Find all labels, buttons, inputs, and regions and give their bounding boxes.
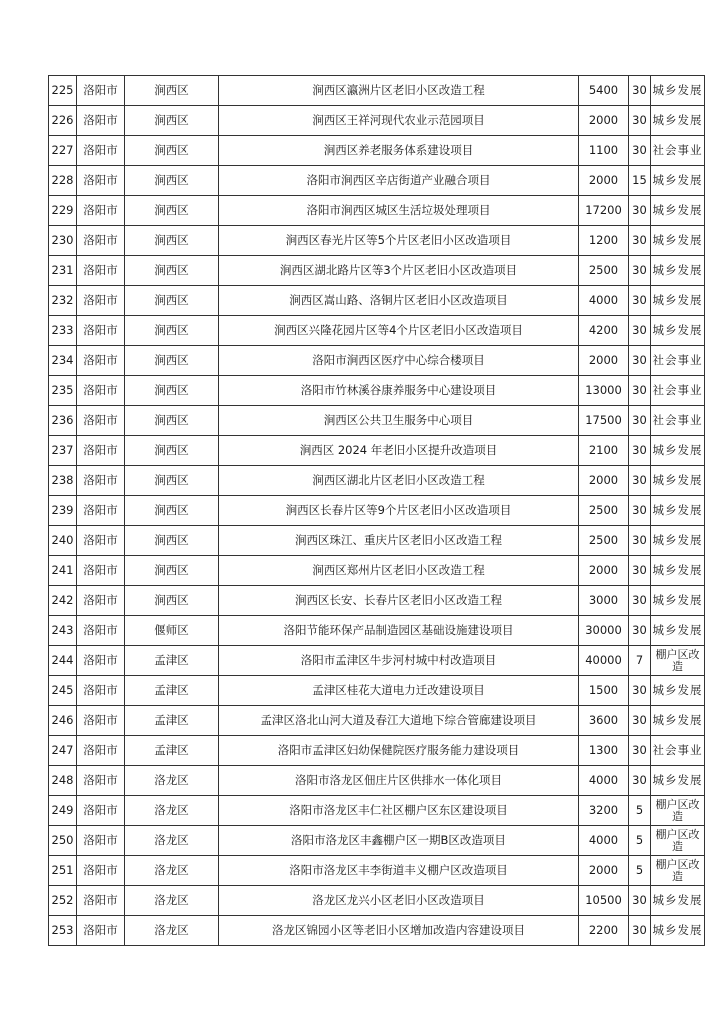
district-cell: 涧西区	[125, 376, 219, 406]
table-row	[49, 916, 705, 946]
years-cell: 30	[629, 586, 651, 616]
project-name-cell: 洛阳市涧西区辛店街道产业融合项目	[219, 166, 579, 196]
category-cell: 棚户区改造	[651, 646, 705, 676]
category-cell: 城乡发展	[651, 76, 705, 106]
district-cell: 涧西区	[125, 466, 219, 496]
category-cell: 棚户区改造	[651, 856, 705, 886]
amount-cell: 2500	[579, 256, 629, 286]
district-cell: 涧西区	[125, 166, 219, 196]
category-cell: 城乡发展	[651, 106, 705, 136]
project-name-cell: 洛龙区龙兴小区老旧小区改造项目	[219, 886, 579, 916]
amount-cell: 3000	[579, 586, 629, 616]
project-name-cell: 洛阳市洛龙区丰仁社区棚户区东区建设项目	[219, 796, 579, 826]
district-cell: 洛龙区	[125, 826, 219, 856]
years-cell: 5	[629, 856, 651, 886]
table-row	[49, 646, 705, 676]
district-cell: 洛龙区	[125, 796, 219, 826]
district-cell: 涧西区	[125, 496, 219, 526]
project-name-cell: 涧西区养老服务体系建设项目	[219, 136, 579, 166]
city-cell: 洛阳市	[77, 166, 125, 196]
table-body	[49, 76, 705, 946]
years-cell: 30	[629, 556, 651, 586]
district-cell: 涧西区	[125, 316, 219, 346]
project-name-cell: 涧西区长安、长春片区老旧小区改造工程	[219, 586, 579, 616]
city-cell: 洛阳市	[77, 856, 125, 886]
district-cell: 涧西区	[125, 406, 219, 436]
table-row	[49, 226, 705, 256]
city-cell: 洛阳市	[77, 196, 125, 226]
city-cell: 洛阳市	[77, 646, 125, 676]
project-name-cell: 洛阳市洛龙区丰鑫棚户区一期B区改造项目	[219, 826, 579, 856]
project-name-cell: 涧西区湖北片区老旧小区改造工程	[219, 466, 579, 496]
row-number: 251	[49, 856, 77, 886]
district-cell: 涧西区	[125, 256, 219, 286]
years-cell: 30	[629, 706, 651, 736]
row-number: 253	[49, 916, 77, 946]
city-cell: 洛阳市	[77, 796, 125, 826]
table-row	[49, 406, 705, 436]
city-cell: 洛阳市	[77, 286, 125, 316]
amount-cell: 1300	[579, 736, 629, 766]
table-row	[49, 526, 705, 556]
row-number: 233	[49, 316, 77, 346]
category-cell: 城乡发展	[651, 316, 705, 346]
category-cell: 城乡发展	[651, 556, 705, 586]
category-cell: 城乡发展	[651, 526, 705, 556]
row-number: 252	[49, 886, 77, 916]
row-number: 237	[49, 436, 77, 466]
table-row	[49, 556, 705, 586]
district-cell: 涧西区	[125, 286, 219, 316]
table-row	[49, 286, 705, 316]
project-name-cell: 涧西区长春片区等9个片区老旧小区改造项目	[219, 496, 579, 526]
project-name-cell: 孟津区洛北山河大道及春江大道地下综合管廊建设项目	[219, 706, 579, 736]
project-name-cell: 涧西区珠江、重庆片区老旧小区改造工程	[219, 526, 579, 556]
category-cell: 城乡发展	[651, 616, 705, 646]
amount-cell: 4000	[579, 286, 629, 316]
row-number: 246	[49, 706, 77, 736]
amount-cell: 1500	[579, 676, 629, 706]
category-cell: 棚户区改造	[651, 826, 705, 856]
project-name-cell: 涧西区兴隆花园片区等4个片区老旧小区改造项目	[219, 316, 579, 346]
category-cell: 城乡发展	[651, 676, 705, 706]
district-cell: 偃师区	[125, 616, 219, 646]
years-cell: 30	[629, 616, 651, 646]
years-cell: 30	[629, 106, 651, 136]
project-name-cell: 洛阳市洛龙区丰李街道丰义棚户区改造项目	[219, 856, 579, 886]
district-cell: 涧西区	[125, 136, 219, 166]
amount-cell: 3200	[579, 796, 629, 826]
table-row	[49, 256, 705, 286]
row-number: 232	[49, 286, 77, 316]
city-cell: 洛阳市	[77, 586, 125, 616]
city-cell: 洛阳市	[77, 346, 125, 376]
years-cell: 30	[629, 256, 651, 286]
category-cell: 城乡发展	[651, 436, 705, 466]
row-number: 225	[49, 76, 77, 106]
amount-cell: 4000	[579, 826, 629, 856]
project-name-cell: 洛龙区锦园小区等老旧小区增加改造内容建设项目	[219, 916, 579, 946]
table-row	[49, 796, 705, 826]
row-number: 244	[49, 646, 77, 676]
years-cell: 30	[629, 466, 651, 496]
amount-cell: 1200	[579, 226, 629, 256]
category-cell: 城乡发展	[651, 766, 705, 796]
project-name-cell: 洛阳市涧西区城区生活垃圾处理项目	[219, 196, 579, 226]
row-number: 227	[49, 136, 77, 166]
table-row	[49, 856, 705, 886]
district-cell: 涧西区	[125, 436, 219, 466]
amount-cell: 10500	[579, 886, 629, 916]
amount-cell: 30000	[579, 616, 629, 646]
city-cell: 洛阳市	[77, 76, 125, 106]
years-cell: 15	[629, 166, 651, 196]
project-name-cell: 洛阳节能环保产品制造园区基础设施建设项目	[219, 616, 579, 646]
district-cell: 洛龙区	[125, 856, 219, 886]
category-cell: 城乡发展	[651, 286, 705, 316]
amount-cell: 5400	[579, 76, 629, 106]
project-name-cell: 洛阳市洛龙区佃庄片区供排水一体化项目	[219, 766, 579, 796]
district-cell: 涧西区	[125, 556, 219, 586]
row-number: 228	[49, 166, 77, 196]
city-cell: 洛阳市	[77, 496, 125, 526]
row-number: 230	[49, 226, 77, 256]
amount-cell: 2000	[579, 466, 629, 496]
category-cell: 社会事业	[651, 136, 705, 166]
years-cell: 30	[629, 526, 651, 556]
table-row	[49, 376, 705, 406]
city-cell: 洛阳市	[77, 916, 125, 946]
row-number: 226	[49, 106, 77, 136]
row-number: 241	[49, 556, 77, 586]
years-cell: 30	[629, 766, 651, 796]
city-cell: 洛阳市	[77, 826, 125, 856]
district-cell: 洛龙区	[125, 886, 219, 916]
amount-cell: 4200	[579, 316, 629, 346]
amount-cell: 2500	[579, 496, 629, 526]
years-cell: 30	[629, 676, 651, 706]
row-number: 243	[49, 616, 77, 646]
table-row	[49, 346, 705, 376]
row-number: 229	[49, 196, 77, 226]
city-cell: 洛阳市	[77, 316, 125, 346]
amount-cell: 2000	[579, 166, 629, 196]
table-row	[49, 196, 705, 226]
row-number: 235	[49, 376, 77, 406]
district-cell: 涧西区	[125, 106, 219, 136]
table-row	[49, 736, 705, 766]
category-cell: 社会事业	[651, 736, 705, 766]
project-name-cell: 洛阳市涧西区医疗中心综合楼项目	[219, 346, 579, 376]
table-row	[49, 466, 705, 496]
project-name-cell: 涧西区王祥河现代农业示范园项目	[219, 106, 579, 136]
amount-cell: 4000	[579, 766, 629, 796]
table-row	[49, 136, 705, 166]
table-row	[49, 166, 705, 196]
row-number: 238	[49, 466, 77, 496]
project-name-cell: 涧西区湖北路片区等3个片区老旧小区改造项目	[219, 256, 579, 286]
project-name-cell: 涧西区郑州片区老旧小区改造工程	[219, 556, 579, 586]
district-cell: 孟津区	[125, 646, 219, 676]
city-cell: 洛阳市	[77, 466, 125, 496]
table-row	[49, 616, 705, 646]
table-row	[49, 706, 705, 736]
city-cell: 洛阳市	[77, 406, 125, 436]
table-row	[49, 316, 705, 346]
years-cell: 30	[629, 226, 651, 256]
years-cell: 5	[629, 796, 651, 826]
city-cell: 洛阳市	[77, 106, 125, 136]
city-cell: 洛阳市	[77, 436, 125, 466]
project-name-cell: 孟津区桂花大道电力迁改建设项目	[219, 676, 579, 706]
amount-cell: 2200	[579, 916, 629, 946]
row-number: 231	[49, 256, 77, 286]
years-cell: 7	[629, 646, 651, 676]
city-cell: 洛阳市	[77, 376, 125, 406]
amount-cell: 1100	[579, 136, 629, 166]
table-row	[49, 826, 705, 856]
category-cell: 城乡发展	[651, 466, 705, 496]
project-name-cell: 涧西区春光片区等5个片区老旧小区改造项目	[219, 226, 579, 256]
category-cell: 城乡发展	[651, 166, 705, 196]
district-cell: 孟津区	[125, 736, 219, 766]
row-number: 248	[49, 766, 77, 796]
amount-cell: 3600	[579, 706, 629, 736]
city-cell: 洛阳市	[77, 226, 125, 256]
category-cell: 城乡发展	[651, 706, 705, 736]
amount-cell: 2000	[579, 106, 629, 136]
category-cell: 社会事业	[651, 346, 705, 376]
row-number: 250	[49, 826, 77, 856]
row-number: 242	[49, 586, 77, 616]
years-cell: 30	[629, 406, 651, 436]
category-cell: 社会事业	[651, 406, 705, 436]
years-cell: 30	[629, 316, 651, 346]
row-number: 240	[49, 526, 77, 556]
years-cell: 30	[629, 136, 651, 166]
amount-cell: 17200	[579, 196, 629, 226]
district-cell: 涧西区	[125, 76, 219, 106]
row-number: 239	[49, 496, 77, 526]
category-cell: 城乡发展	[651, 496, 705, 526]
city-cell: 洛阳市	[77, 676, 125, 706]
city-cell: 洛阳市	[77, 736, 125, 766]
city-cell: 洛阳市	[77, 706, 125, 736]
district-cell: 孟津区	[125, 676, 219, 706]
row-number: 236	[49, 406, 77, 436]
city-cell: 洛阳市	[77, 526, 125, 556]
district-cell: 涧西区	[125, 346, 219, 376]
years-cell: 30	[629, 286, 651, 316]
table-row	[49, 106, 705, 136]
amount-cell: 2100	[579, 436, 629, 466]
project-name-cell: 涧西区 2024 年老旧小区提升改造项目	[219, 436, 579, 466]
row-number: 245	[49, 676, 77, 706]
category-cell: 城乡发展	[651, 886, 705, 916]
years-cell: 30	[629, 346, 651, 376]
category-cell: 城乡发展	[651, 226, 705, 256]
city-cell: 洛阳市	[77, 766, 125, 796]
amount-cell: 2500	[579, 526, 629, 556]
category-cell: 城乡发展	[651, 916, 705, 946]
project-name-cell: 涧西区瀛洲片区老旧小区改造工程	[219, 76, 579, 106]
district-cell: 涧西区	[125, 526, 219, 556]
city-cell: 洛阳市	[77, 256, 125, 286]
district-cell: 涧西区	[125, 226, 219, 256]
project-name-cell: 洛阳市竹林溪谷康养服务中心建设项目	[219, 376, 579, 406]
amount-cell: 2000	[579, 346, 629, 376]
table-row	[49, 436, 705, 466]
years-cell: 5	[629, 826, 651, 856]
table-row	[49, 766, 705, 796]
amount-cell: 2000	[579, 856, 629, 886]
row-number: 249	[49, 796, 77, 826]
district-cell: 孟津区	[125, 706, 219, 736]
project-name-cell: 洛阳市孟津区牛步河村城中村改造项目	[219, 646, 579, 676]
project-name-cell: 涧西区嵩山路、洛铜片区老旧小区改造项目	[219, 286, 579, 316]
table-row	[49, 496, 705, 526]
city-cell: 洛阳市	[77, 886, 125, 916]
years-cell: 30	[629, 376, 651, 406]
years-cell: 30	[629, 916, 651, 946]
city-cell: 洛阳市	[77, 136, 125, 166]
project-name-cell: 洛阳市孟津区妇幼保健院医疗服务能力建设项目	[219, 736, 579, 766]
district-cell: 洛龙区	[125, 916, 219, 946]
years-cell: 30	[629, 496, 651, 526]
category-cell: 城乡发展	[651, 196, 705, 226]
table-row	[49, 586, 705, 616]
amount-cell: 2000	[579, 556, 629, 586]
city-cell: 洛阳市	[77, 616, 125, 646]
years-cell: 30	[629, 736, 651, 766]
category-cell: 社会事业	[651, 376, 705, 406]
category-cell: 城乡发展	[651, 586, 705, 616]
amount-cell: 40000	[579, 646, 629, 676]
row-number: 247	[49, 736, 77, 766]
amount-cell: 13000	[579, 376, 629, 406]
category-cell: 棚户区改造	[651, 796, 705, 826]
years-cell: 30	[629, 76, 651, 106]
years-cell: 30	[629, 886, 651, 916]
table-row	[49, 676, 705, 706]
table-row	[49, 76, 705, 106]
category-cell: 城乡发展	[651, 256, 705, 286]
row-number: 234	[49, 346, 77, 376]
amount-cell: 17500	[579, 406, 629, 436]
district-cell: 涧西区	[125, 586, 219, 616]
project-name-cell: 涧西区公共卫生服务中心项目	[219, 406, 579, 436]
city-cell: 洛阳市	[77, 556, 125, 586]
project-table	[48, 75, 705, 946]
district-cell: 涧西区	[125, 196, 219, 226]
years-cell: 30	[629, 436, 651, 466]
table-row	[49, 886, 705, 916]
district-cell: 洛龙区	[125, 766, 219, 796]
years-cell: 30	[629, 196, 651, 226]
